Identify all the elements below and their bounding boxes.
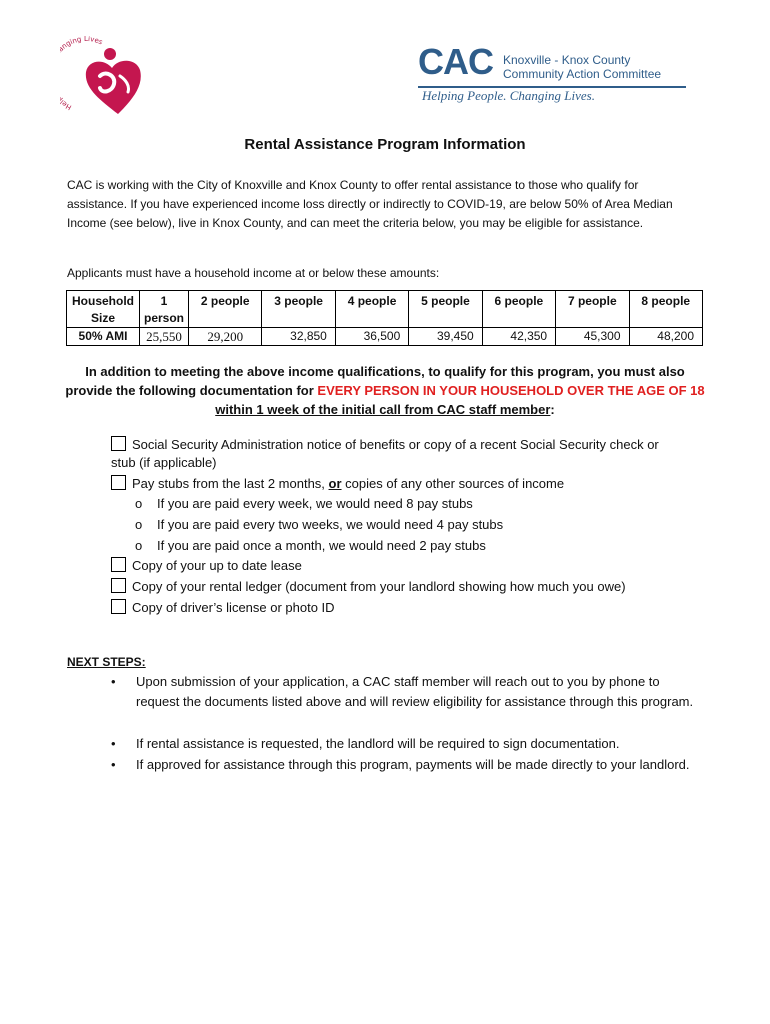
- page-title: Rental Assistance Program Information: [244, 136, 526, 153]
- ami-label: 50% AMI: [67, 328, 140, 346]
- heart-hands-icon: [60, 36, 146, 118]
- sub-list-item: [135, 515, 503, 534]
- checklist-label: Pay stubs from the last 2 months,: [132, 476, 329, 491]
- heart-logo: [60, 36, 146, 118]
- next-steps-heading: NEXT STEPS:: [67, 655, 146, 669]
- checklist-label: stub (if applicable): [111, 455, 217, 470]
- checklist-label: Copy of your up to date lease: [132, 558, 302, 573]
- column-header: 8 people: [629, 291, 702, 328]
- checklist-label: copies of any other sources of income: [341, 476, 565, 491]
- column-header: 6 people: [482, 291, 555, 328]
- table-cell: 42,350: [482, 328, 555, 346]
- checklist-item-lease[interactable]: [111, 556, 302, 575]
- sub-bullet: o: [135, 517, 143, 532]
- doc-heading-highlight: EVERY PERSON IN YOUR HOUSEHOLD OVER THE AGE OF 18: [317, 383, 705, 398]
- column-header: 2 people: [189, 291, 262, 328]
- bullet-icon: •: [111, 674, 116, 689]
- sub-bullet: o: [135, 538, 143, 553]
- doc-heading-colon: :: [550, 402, 555, 417]
- sub-item-text: If you are paid every two weeks, we would need 4 pay stubs: [157, 517, 504, 532]
- logo-arc-text: He nging Lives: [60, 36, 104, 112]
- checkbox[interactable]: [111, 578, 126, 593]
- checklist-label: Social Security Administration notice of benefits or copy of a recent Social Security check or: [132, 437, 659, 452]
- table-cell: 29,200: [189, 328, 262, 346]
- cac-logo: [418, 42, 698, 108]
- checklist-or: or: [328, 476, 342, 491]
- table-row: [67, 328, 703, 346]
- sub-item-text: If you are paid once a month, we would need 2 pay stubs: [157, 538, 486, 553]
- table-cell: 39,450: [409, 328, 482, 346]
- list-item-text: If approved for assistance through this program, payments will be made directly to your landlord.: [136, 757, 690, 772]
- doc-heading-part1: In addition to meeting the above income qualifications, to qualify for this program, you must also provide the following documentation for: [65, 364, 685, 398]
- checklist-item-paystubs[interactable]: [111, 474, 564, 493]
- sub-list-item: [135, 536, 486, 555]
- table-cell: 32,850: [262, 328, 335, 346]
- income-table: [66, 290, 703, 346]
- list-item-text: Upon submission of your application, a CAC staff member will reach out to you by phone to request the documents listed above and will review eligibility for assistance through this program.: [136, 674, 694, 709]
- applicants-text: Applicants must have a household income at or below these amounts:: [67, 266, 440, 280]
- bullet-icon: •: [111, 736, 116, 751]
- checklist-item-ledger[interactable]: [111, 577, 626, 596]
- table-header-row: [67, 291, 703, 328]
- checklist-item-id[interactable]: [111, 598, 335, 617]
- sub-item-text: If you are paid every week, we would need 8 pay stubs: [157, 496, 473, 511]
- org-name-line1: Knoxville - Knox County: [503, 53, 631, 67]
- checkbox[interactable]: [111, 557, 126, 572]
- column-header: 3 people: [262, 291, 335, 328]
- table-cell: 25,550: [140, 328, 189, 346]
- list-item: [111, 755, 706, 775]
- cac-abbrev: CAC: [418, 41, 493, 82]
- checklist-label: Copy of your rental ledger (document from your landlord showing how much you owe): [132, 579, 626, 594]
- checkbox[interactable]: [111, 436, 126, 451]
- household-size-header: Household Size: [67, 291, 140, 328]
- list-item-text: If rental assistance is requested, the landlord will be required to sign documentation.: [136, 736, 620, 751]
- org-name-line2: Community Action Committee: [503, 67, 662, 81]
- checkbox[interactable]: [111, 599, 126, 614]
- checklist-item-ssa[interactable]: [111, 435, 659, 454]
- documentation-heading: [60, 362, 710, 419]
- checklist-item-ssa-cont: [111, 453, 217, 472]
- column-header: 7 people: [556, 291, 629, 328]
- column-header: 5 people: [409, 291, 482, 328]
- list-item: [111, 672, 706, 712]
- checklist-label: Copy of driver’s license or photo ID: [132, 600, 335, 615]
- table-cell: 48,200: [629, 328, 702, 346]
- list-item: [111, 734, 706, 754]
- table-cell: 45,300: [556, 328, 629, 346]
- checkbox[interactable]: [111, 475, 126, 490]
- sub-list-item: [135, 494, 473, 513]
- table-cell: 36,500: [335, 328, 408, 346]
- tagline: Helping People. Changing Lives.: [422, 88, 595, 103]
- column-header: 1 person: [140, 291, 189, 328]
- doc-heading-deadline: within 1 week of the initial call from CAC staff member: [215, 402, 551, 417]
- sub-bullet: o: [135, 496, 143, 511]
- intro-paragraph: CAC is working with the City of Knoxville and Knox County to offer rental assistance to those who qualify for assistance. If you have experienced income loss directly or indirectly to COVID-19, are below 50% of Area Median Income (see below), live in Knox County, and can meet the criteria below, you may be eligible for assistance.: [67, 178, 673, 230]
- bullet-icon: •: [111, 757, 116, 772]
- column-header: 4 people: [335, 291, 408, 328]
